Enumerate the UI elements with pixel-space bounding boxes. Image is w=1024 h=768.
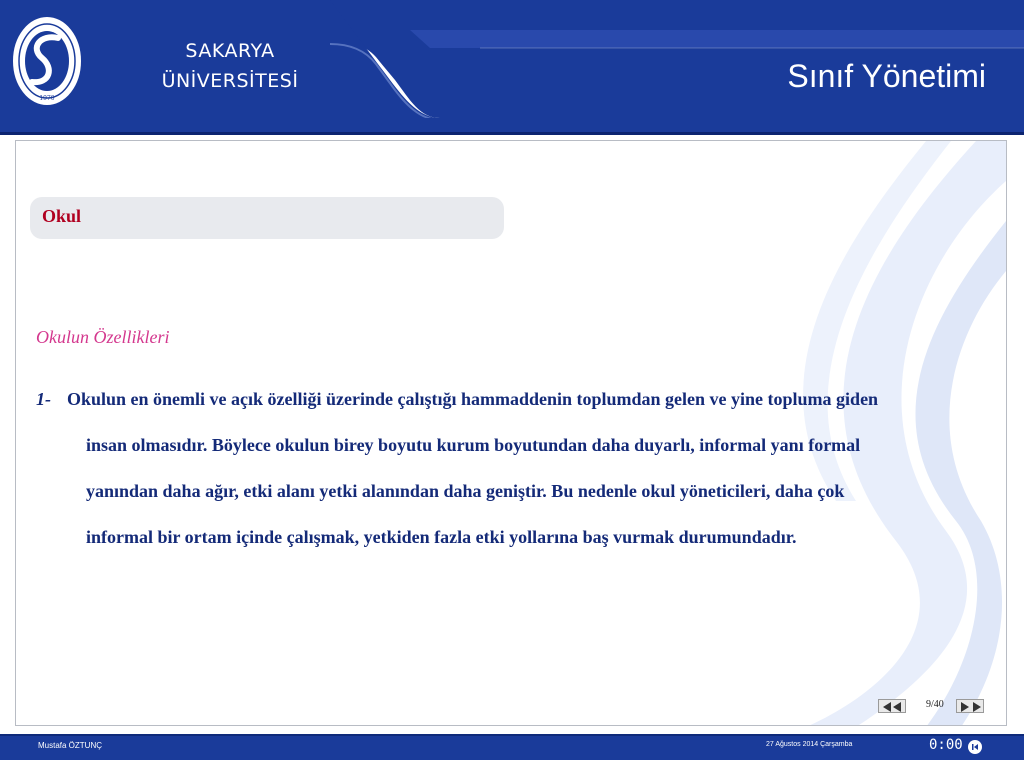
university-name-line1: SAKARYA [185,40,275,62]
page-indicator: 9/40 [926,699,944,710]
timer: 0:00 [929,737,963,753]
university-seal-icon [10,14,84,108]
slide-title: Sınıf Yönetimi [787,58,986,94]
seal-year: 1970 [39,95,55,102]
slide-footer [0,734,1024,760]
university-name-line2: ÜNİVERSİTESİ [161,70,299,92]
slide-header [0,0,1024,135]
home-slide-icon[interactable] [968,740,982,754]
first-slide-icon[interactable] [878,699,906,713]
last-slide-icon[interactable] [956,699,984,713]
content-paragraph [36,385,976,569]
paragraph-line: insan olmasıdır. Böylece okulun birey boyutu kurum boyutundan daha duyarlı, informal yanı formal [86,435,861,455]
paragraph-line [36,385,976,431]
section-label: Okul [42,206,82,226]
paragraph-line: yanından daha ağır, etki alanı yetki alanından daha geniştir. Bu nedenle okul yöneticileri, daha çok [86,481,845,501]
paragraph-line-text: Okulun en önemli ve açık özelliği üzerinde çalıştığı hammaddenin toplumdan gelen ve yine topluma giden [67,389,879,409]
item-number: 1- [36,389,51,409]
paragraph-line: informal bir ortam içinde çalışmak, yetkiden fazla etki yollarına baş vurmak durumundadır. [86,527,797,547]
author-name: Mustafa ÖZTUNÇ [38,741,103,750]
content-subtitle: Okulun Özellikleri [36,327,170,347]
slide-date: 27 Ağustos 2014 Çarşamba [766,741,853,748]
section-label-box [30,197,504,239]
slide-content [15,140,1007,726]
university-name [140,36,320,96]
